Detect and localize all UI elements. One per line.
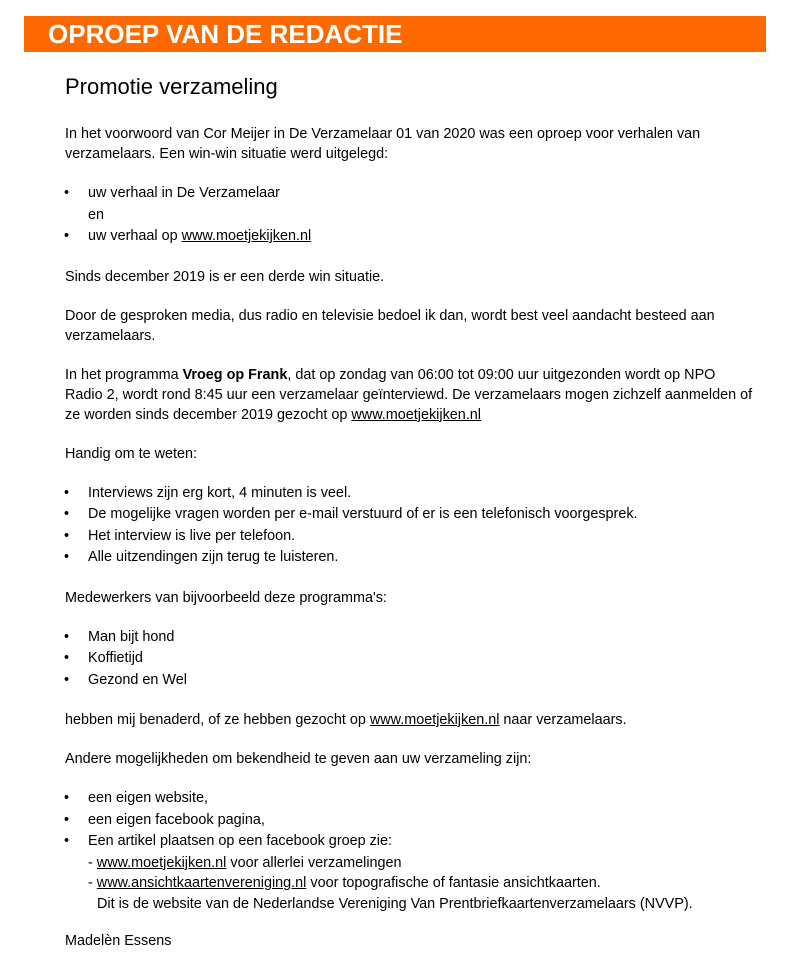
options-heading: Andere mogelijkheden om bekendheid te geven aan uw verzameling zijn:: [65, 751, 532, 767]
winwin-list: [65, 183, 755, 248]
programs-heading: Medewerkers van bijvoorbeeld deze programma's:: [65, 589, 387, 606]
moetjekijken-link[interactable]: www.moetjekijken.nl: [96, 854, 227, 871]
sub-link-row: - www.ansichtkaartenvereniging.nl voor topografische of fantasie ansichtkaarten.: [88, 875, 601, 891]
article-body: [65, 73, 755, 951]
media-paragraph: Door de gesproken media, dus radio en televisie bedoel ik dan, wordt best veel aandacht besteed aan verzamelaars.: [65, 307, 715, 344]
ansichtkaartenvereniging-link[interactable]: www.ansichtkaartenvereniging.nl: [96, 875, 307, 891]
moetjekijken-link[interactable]: www.moetjekijken.nl: [181, 228, 312, 244]
connector-text: en: [88, 206, 105, 223]
options-list: [65, 788, 755, 853]
list-item: • Gezond en Wel: [65, 670, 755, 692]
list-item: • een eigen website,: [65, 788, 755, 810]
programs-list: [65, 627, 755, 692]
list-item: • uw verhaal in De Verzamelaar en: [65, 183, 755, 226]
nvvp-note: Dit is de website van de Nederlandse Vereniging Van Prentbriefkaartenverzamelaars (NVVP).: [97, 895, 693, 912]
signature: Madelèn Essens: [65, 932, 172, 949]
list-item: • een eigen facebook pagina,: [65, 810, 755, 832]
approached-paragraph: hebben mij benaderd, of ze hebben gezocht op www.moetjekijken.nl naar verzamelaars.: [65, 712, 627, 728]
list-item: • Het interview is live per telefoon.: [65, 526, 755, 548]
program-name: Vroeg op Frank: [182, 366, 288, 383]
moetjekijken-link[interactable]: www.moetjekijken.nl: [369, 712, 500, 728]
program-paragraph: In het programma Vroeg op Frank, dat op zondag van 06:00 tot 09:00 uur uitgezonden wordt op NPO Radio 2, wordt rond 8:45 uur een verzamelaar geïnterviewd. De verzamelaars mogen zichzelf aanmelden of ze worden sinds december 2019 gezocht op www.moetjekijken.nl: [65, 366, 753, 423]
list-item: • Interviews zijn erg kort, 4 minuten is veel.: [65, 483, 755, 505]
article-heading: Promotie verzameling: [65, 74, 278, 99]
list-item: • Koffietijd: [65, 648, 755, 670]
list-item: • Man bijt hond: [65, 627, 755, 649]
handy-heading: Handig om te weten:: [65, 445, 197, 462]
list-item: • De mogelijke vragen worden per e-mail verstuurd of er is een telefonisch voorgesprek.: [65, 504, 755, 526]
header-banner: [24, 16, 766, 52]
handy-list: [65, 483, 755, 569]
list-item: • uw verhaal op www.moetjekijken.nl: [65, 226, 755, 248]
list-item: • Een artikel plaatsen op een facebook groep zie:: [65, 831, 755, 853]
list-item: • Alle uitzendingen zijn terug te luisteren.: [65, 547, 755, 569]
banner-title: OPROEP VAN DE REDACTIE: [48, 19, 403, 49]
december-paragraph: Sinds december 2019 is er een derde win situatie.: [65, 268, 385, 285]
intro-paragraph: In het voorwoord van Cor Meijer in De Verzamelaar 01 van 2020 was een oproep voor verhalen van verzamelaars. Een win-win situatie werd uitgelegd:: [65, 126, 701, 162]
sub-link-row: - www.moetjekijken.nl voor allerlei verzamelingen: [88, 854, 402, 871]
moetjekijken-link[interactable]: www.moetjekijken.nl: [351, 406, 481, 423]
